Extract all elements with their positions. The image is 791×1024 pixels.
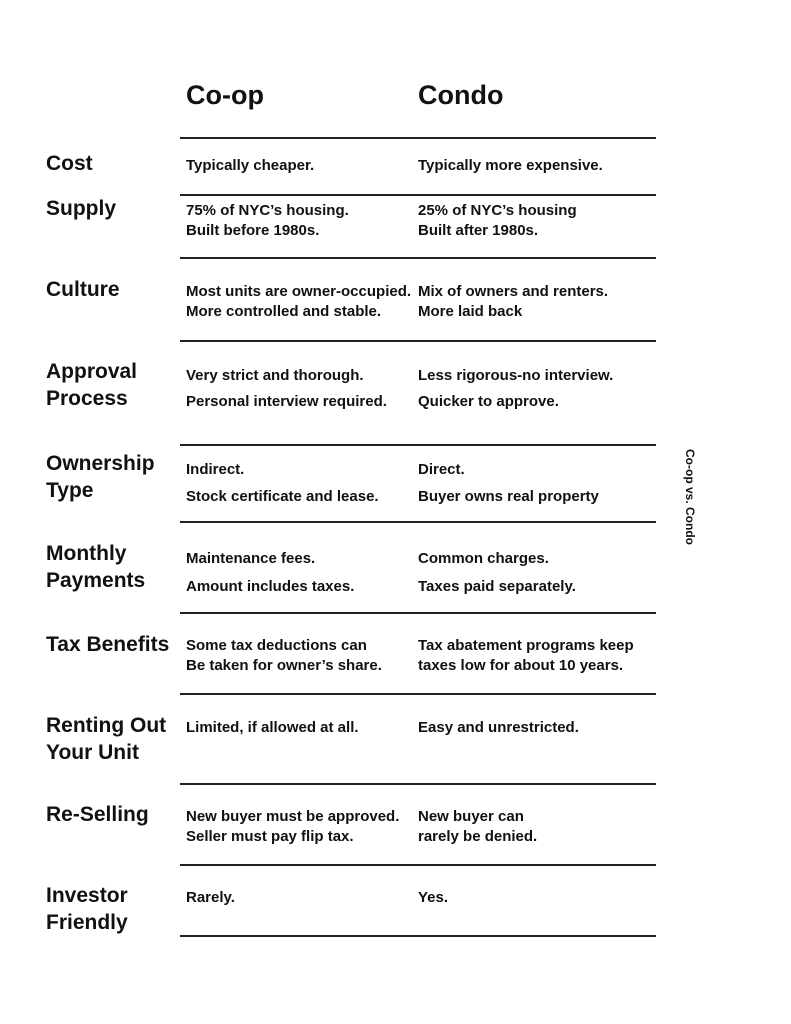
row-label-line: Your Unit	[46, 741, 139, 764]
row-divider	[180, 137, 656, 139]
coop-cell-line: Indirect.	[186, 461, 245, 478]
row-divider	[180, 693, 656, 695]
row-divider	[180, 783, 656, 785]
condo-cell	[418, 156, 603, 176]
coop-cell-line: Some tax deductions can	[186, 637, 367, 654]
coop-cell-line: Built before 1980s.	[186, 222, 320, 239]
side-title: Co-op vs. Condo	[683, 449, 697, 545]
condo-cell	[418, 718, 579, 738]
condo-cell-line: Direct.	[418, 461, 465, 478]
coop-cell	[186, 456, 379, 510]
condo-cell	[418, 807, 537, 847]
row-label-line: Approval	[46, 360, 138, 383]
coop-cell	[186, 718, 359, 738]
row-label-line: Tax Benefits	[46, 633, 170, 656]
row-label	[46, 195, 116, 222]
coop-cell-line: Maintenance fees.	[186, 550, 316, 567]
row-label	[46, 801, 149, 828]
condo-cell-line: Typically more expensive.	[418, 157, 603, 174]
row-divider	[180, 444, 656, 446]
condo-cell-line: Less rigorous-no interview.	[418, 367, 614, 384]
coop-cell-line: Rarely.	[186, 889, 235, 906]
coop-cell-line: More controlled and stable.	[186, 303, 382, 320]
row-label-line: Payments	[46, 569, 146, 592]
row-label-line: Cost	[46, 152, 93, 175]
row-divider	[180, 257, 656, 259]
row-label	[46, 276, 120, 303]
condo-cell-line: Buyer owns real property	[418, 488, 599, 505]
coop-cell	[186, 888, 235, 908]
coop-cell	[186, 363, 387, 415]
coop-column-header: Co-op	[186, 80, 264, 110]
condo-cell	[418, 201, 577, 241]
coop-cell-line: Amount includes taxes.	[186, 578, 355, 595]
row-label	[46, 358, 137, 412]
row-label	[46, 631, 169, 658]
coop-cell-line: Personal interview required.	[186, 393, 387, 410]
coop-cell-line: Very strict and thorough.	[186, 367, 364, 384]
condo-cell-line: 25% of NYC’s housing	[418, 202, 577, 219]
coop-cell	[186, 545, 354, 601]
row-label	[46, 540, 145, 594]
condo-cell	[418, 282, 608, 322]
row-label-line: Culture	[46, 278, 120, 301]
row-divider	[180, 340, 656, 342]
coop-cell	[186, 201, 349, 241]
coop-cell-line: Typically cheaper.	[186, 157, 315, 174]
row-divider	[180, 194, 656, 196]
condo-cell-line: Mix of owners and renters.	[418, 283, 609, 300]
coop-cell	[186, 156, 314, 176]
condo-cell	[418, 888, 448, 908]
coop-cell-line: Limited, if allowed at all.	[186, 719, 359, 736]
condo-cell	[418, 456, 599, 510]
condo-cell-line: Yes.	[418, 889, 449, 906]
coop-cell	[186, 636, 382, 676]
row-label-line: Monthly	[46, 542, 127, 565]
coop-cell-line: 75% of NYC’s housing.	[186, 202, 349, 219]
row-label	[46, 150, 93, 177]
condo-cell-line: Common charges.	[418, 550, 549, 567]
row-label-line: Renting Out	[46, 714, 167, 737]
condo-cell-line: Built after 1980s.	[418, 222, 539, 239]
row-divider	[180, 521, 656, 523]
row-divider	[180, 864, 656, 866]
condo-cell-line: New buyer can	[418, 808, 524, 825]
coop-cell	[186, 282, 411, 322]
row-divider	[180, 612, 656, 614]
condo-cell	[418, 636, 634, 676]
condo-cell-line: More laid back	[418, 303, 523, 320]
row-label-line: Supply	[46, 197, 117, 220]
condo-cell-line: Taxes paid separately.	[418, 578, 576, 595]
coop-cell-line: Most units are owner-occupied.	[186, 283, 412, 300]
row-label	[46, 712, 166, 766]
row-label-line: Process	[46, 387, 128, 410]
condo-cell-line: Easy and unrestricted.	[418, 719, 579, 736]
coop-cell-line: Seller must pay flip tax.	[186, 828, 354, 845]
row-label-line: Type	[46, 479, 94, 502]
condo-cell-line: rarely be denied.	[418, 828, 538, 845]
row-label-line: Ownership	[46, 452, 155, 475]
coop-cell-line: New buyer must be approved.	[186, 808, 400, 825]
coop-cell	[186, 807, 399, 847]
condo-cell	[418, 363, 613, 415]
coop-cell-line: Be taken for owner’s share.	[186, 657, 382, 674]
condo-cell-line: taxes low for about 10 years.	[418, 657, 624, 674]
condo-cell	[418, 545, 576, 601]
row-label-line: Investor	[46, 884, 128, 907]
condo-cell-line: Quicker to approve.	[418, 393, 559, 410]
row-label	[46, 882, 128, 936]
row-label	[46, 450, 155, 504]
coop-cell-line: Stock certificate and lease.	[186, 488, 379, 505]
row-label-line: Friendly	[46, 911, 128, 934]
condo-column-header: Condo	[418, 80, 504, 110]
row-divider	[180, 935, 656, 937]
row-label-line: Re-Selling	[46, 803, 149, 826]
condo-cell-line: Tax abatement programs keep	[418, 637, 634, 654]
